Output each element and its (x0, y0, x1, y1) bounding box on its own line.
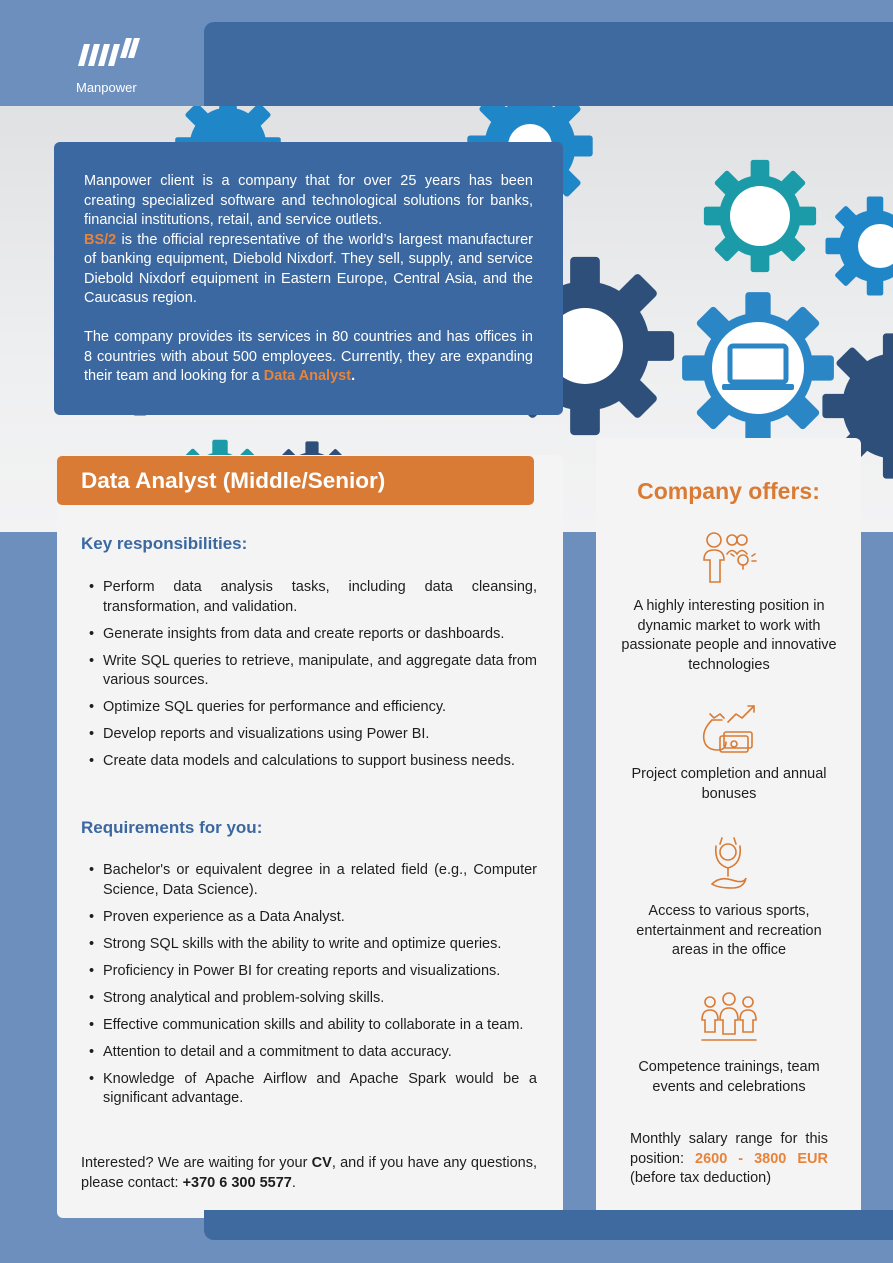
offer-item-bonuses: Project completion and annual bonuses (631, 766, 827, 802)
intro-box (54, 142, 563, 415)
cv-label: CV (311, 1155, 332, 1171)
salary-range: 2600 - 3800 EUR (695, 1150, 828, 1167)
footer-band (204, 1210, 893, 1240)
list-item: • Proficiency in Power BI for creating reports and visualizations. (89, 962, 537, 982)
responsibilities-heading: Key responsibilities: (81, 534, 248, 553)
requirements-list (89, 861, 537, 1116)
team-icon (700, 990, 758, 1046)
responsibilities-list (89, 578, 537, 779)
intro-paragraph-2: The company provides its services in 80 countries and has offices in 8 countries with about 500 employees. Currently, they are expanding their team and looking for a Data Analyst. (84, 329, 533, 384)
money-growth-icon (700, 702, 758, 754)
list-item: • Perform data analysis tasks, including data cleansing, transformation, and validation. (89, 578, 537, 617)
list-item: • Strong analytical and problem-solving skills. (89, 989, 537, 1009)
contact-text: Interested? We are waiting for your CV, and if you have any questions, please contact: +370 6 300 5577. (81, 1155, 537, 1191)
list-item: • Proven experience as a Data Analyst. (89, 908, 537, 928)
header-band (204, 22, 893, 106)
list-item: • Bachelor's or equivalent degree in a related field (e.g., Computer Science, Data Science). (89, 861, 537, 900)
manpower-logo (70, 36, 150, 96)
company-name-highlight: BS/2 (84, 231, 117, 248)
list-item: • Develop reports and visualizations using Power BI. (89, 725, 537, 745)
list-item: • Strong SQL skills with the ability to write and optimize queries. (89, 935, 537, 955)
brand-name: Manpower (76, 80, 137, 95)
people-idea-icon (700, 530, 758, 586)
offer-item-trainings: Competence trainings, team events and celebrations (638, 1059, 820, 1095)
intro-paragraph-1: Manpower client is a company that for over 25 years has been creating specialized software and technological solutions for banks, financial institutions, retail, and service outlets. BS/2 is the official representative of the world’s largest manufacturer of banking equipment, Diebold Nixdorf. They sell, supply, and service Diebold Nixdorf equipment in Eastern Europe, Central Asia, and the Caucasus region. (84, 173, 533, 306)
list-item: • Generate insights from data and create reports or dashboards. (89, 625, 537, 645)
salary-info: Monthly salary range for this position: 2600 - 3800 EUR (before tax deduction) (630, 1131, 828, 1186)
offer-item-sports: Access to various sports, entertainment and recreation areas in the office (636, 903, 822, 958)
list-item: • Effective communication skills and ability to collaborate in a team. (89, 1016, 537, 1036)
list-item: • Optimize SQL queries for performance and efficiency. (89, 698, 537, 718)
list-item: • Create data models and calculations to support business needs. (89, 752, 537, 772)
contact-phone[interactable]: +370 6 300 5577 (182, 1174, 292, 1191)
requirements-heading: Requirements for you: (81, 818, 263, 837)
list-item: • Write SQL queries to retrieve, manipulate, and aggregate data from various sources. (89, 652, 537, 691)
list-item: • Attention to detail and a commitment to data accuracy. (89, 1043, 537, 1063)
sports-icon (704, 836, 752, 892)
list-item: • Knowledge of Apache Airflow and Apache Spark would be a significant advantage. (89, 1070, 537, 1109)
position-highlight: Data Analyst (263, 368, 352, 384)
manpower-logo-icon (70, 36, 150, 76)
job-title: Data Analyst (Middle/Senior) (57, 456, 534, 505)
offers-title: Company offers: (637, 478, 820, 504)
offer-item-position: A highly interesting position in dynamic market to work with passionate people and innovative technologies (621, 598, 837, 673)
